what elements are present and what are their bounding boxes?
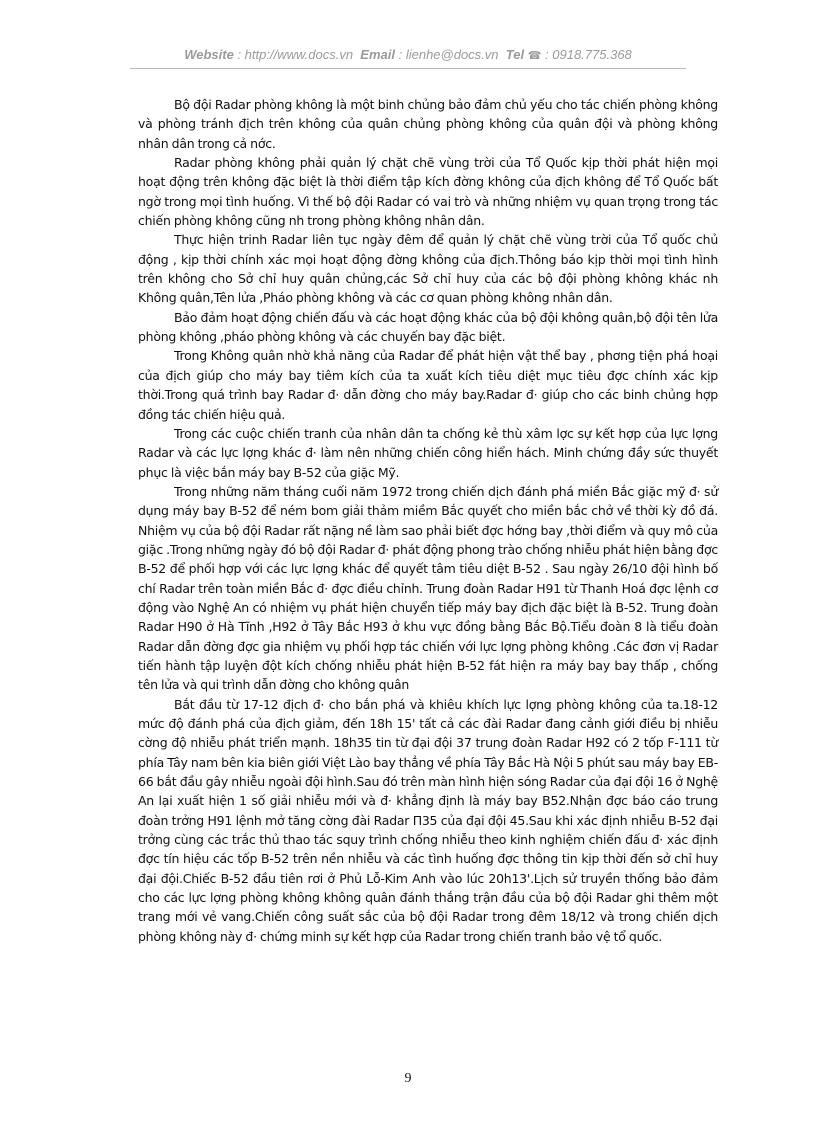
paragraph-3: Thực hiện trinh Radar liên tục ngày đêm để quản lý chặt chẽ vùng trời của Tổ quốc chủ động , kịp thời chính xác mọi hoạt động đờng không của địch.Thông báo kịp thời mọi tình hình trên không cho Sở chỉ huy quân chủng,các Sở chỉ huy của các bộ đội phòng không khác nh Không quân,Tên lửa ,Pháo phòng không và các cơ quan phòng không nhân dân. [138, 232, 718, 306]
paragraph-8: Bắt đầu từ 17-12 địch đ· cho bắn phá và khiêu khích lực lợng phòng không của ta.18-12 mức độ đánh phá của địch giảm, đến 18h 15' tất cả các đài Radar đang cảnh giới điều bị nhiễu cờng độ nhiễu phát triển mạnh. 18h35 tin từ đại đội 37 trung đoàn Radar H92 có 2 tốp F-111 từ phía Tây nam bên kia biên giới Việt Lào bay thẳng về phía Tây Bắc Hà Nội 5 phút sau máy bay EB-66 bắt đầu gây nhiễu ngoài đội hình.Sau đó trên màn hình hiện sóng Radar của đại đội 16 ở Nghệ An lại xuất hiện 1 số giải nhiễu mới và đ· khẳng định là máy bay B52.Nhận đợc báo cáo trung đoàn trởng H91 lệnh mở tăng cờng đài Radar Π35 của đại đội 45.Sau khi xác định nhiễu B-52 đại trởng cùng các trắc thủ thao tác squy trình chống nhiễu theo kinh nghiệm chiến đấu đ· xác định đợc tín hiệu các tốp B-52 trên nền nhiễu và các tình huống đợc thông tin kịp thời đến sở chỉ huy đại đội.Chiếc B-52 đầu tiên rơi ở Phủ Lỗ-Kim Anh vào lúc 20h13'.Lịch sử truyền thống bảo đảm cho các lực lợng phòng không không quân đánh thắng trận đầu của bộ đội Radar ghi thêm một trang mới vẻ vang.Chiến công suất sắc của bộ đội Radar trong đêm 18/12 và trong chiến dịch phòng không này đ· chứng minh sự kết hợp của Radar trong chiến tranh bảo vệ tổ quốc. [138, 696, 718, 944]
header-divider [130, 68, 686, 69]
paragraph-1: Bộ đội Radar phòng không là một binh chủng bảo đảm chủ yếu cho tác chiến phòng không và phòng tránh địch trên không của quân chủng phòng không của quân đội và phòng không nhân dân trong cả nớc. [138, 97, 718, 151]
email-address: : lienhe@docs.vn [398, 47, 499, 62]
paragraph-2: Radar phòng không phải quản lý chặt chẽ vùng trời của Tổ Quốc kịp thời phát hiện mọi hoạt động trên không đặc biệt là thời điểm tập kích đờng không của địch không để Tổ Quốc bất ngờ trong mọi tình huống. Vì thế bộ đội Radar có vai trò và những nhiệm vụ quan trọng trong tác chiến phòng không cũng nh trong phòng không nhân dân. [138, 155, 718, 229]
paragraph-5: Trong Không quân nhờ khả năng của Radar để phát hiện vật thể bay , phơng tiện phá hoại của địch giúp cho máy bay tiêm kích của ta xuất kích tiêu diệt mục tiêu đợc chính xác kịp thời.Trong quá trình bay Radar đ· dẫn đờng cho máy bay.Radar đ· giúp cho các binh chủng hợp đồng tác chiến hiệu quả. [138, 348, 718, 422]
paragraph-7: Trong những năm tháng cuối năm 1972 trong chiến dịch đánh phá miền Bắc giặc mỹ đ· sử dụng máy bay B-52 để ném bom giải thảm miềm Bắc quyết cho miền bắc chở về thời kỳ đồ đá. Nhiệm vụ của bộ đội Radar rất nặng nề làm sao phải biết đợc hớng bay ,thời điểm và quy mô của giặc .Trong những ngày đó bộ đội Radar đ· phát động phong trào chống nhiễu phát hiện bằng đợc B-52 để phối hợp với các lực lợng khác để quyết tâm tiêu diệt B-52 . Sau ngày 26/10 đội hình bố chí Radar trên toàn miền Bắc đ· đợc điều chỉnh. Trung đoàn Radar H91 từ Thanh Hoá đợc lệnh cơ động vào Nghệ An có nhiệm vụ phát hiện chuyển tiếp máy bay địch đặc biệt là B-52. Trung đoàn Radar H90 ở Hà Tĩnh ,H92 ở Tây Bắc H93 ở khu vực đồng bằng Bắc Bộ.Tiểu đoàn 8 là tiểu đoàn Radar dẫn đờng đợc gia nhiệm vụ phối hợp tác chiến với lực lợng phòng không .Các đơn vị Radar tiến hành tập luyện đột kích chống nhiễu phát hiện B-52 fát hiện ra máy bay bay thấp , chống tên lửa và qui trình dẫn đờng cho không quân [138, 483, 718, 693]
website-url: : http://www.docs.vn [237, 47, 354, 62]
email-label: Email [360, 47, 395, 62]
tel-number: : 0918.775.368 [545, 47, 632, 62]
phone-icon: ☎ [527, 50, 542, 62]
paragraph-6: Trong các cuộc chiến tranh của nhân dân ta chống kẻ thù xâm lợc sự kết hợp của lực lợng Radar và các lực lợng khác đ· làm nên những chiến công hiển hách. Minh chứng đầy sức thuyết phục là việc bắn máy bay B-52 của giặc Mỹ. [138, 425, 718, 480]
document-body [138, 95, 718, 946]
page-header [0, 47, 816, 62]
page-number: 9 [404, 1071, 412, 1086]
tel-label: Tel [505, 47, 525, 62]
paragraph-4: Bảo đảm hoạt động chiến đấu và các hoạt động khác của bộ đội không quân,bộ đội tên lửa phòng không ,pháo phòng không và các chuyến bay đặc biệt. [138, 309, 718, 345]
website-label: Website [184, 47, 234, 62]
